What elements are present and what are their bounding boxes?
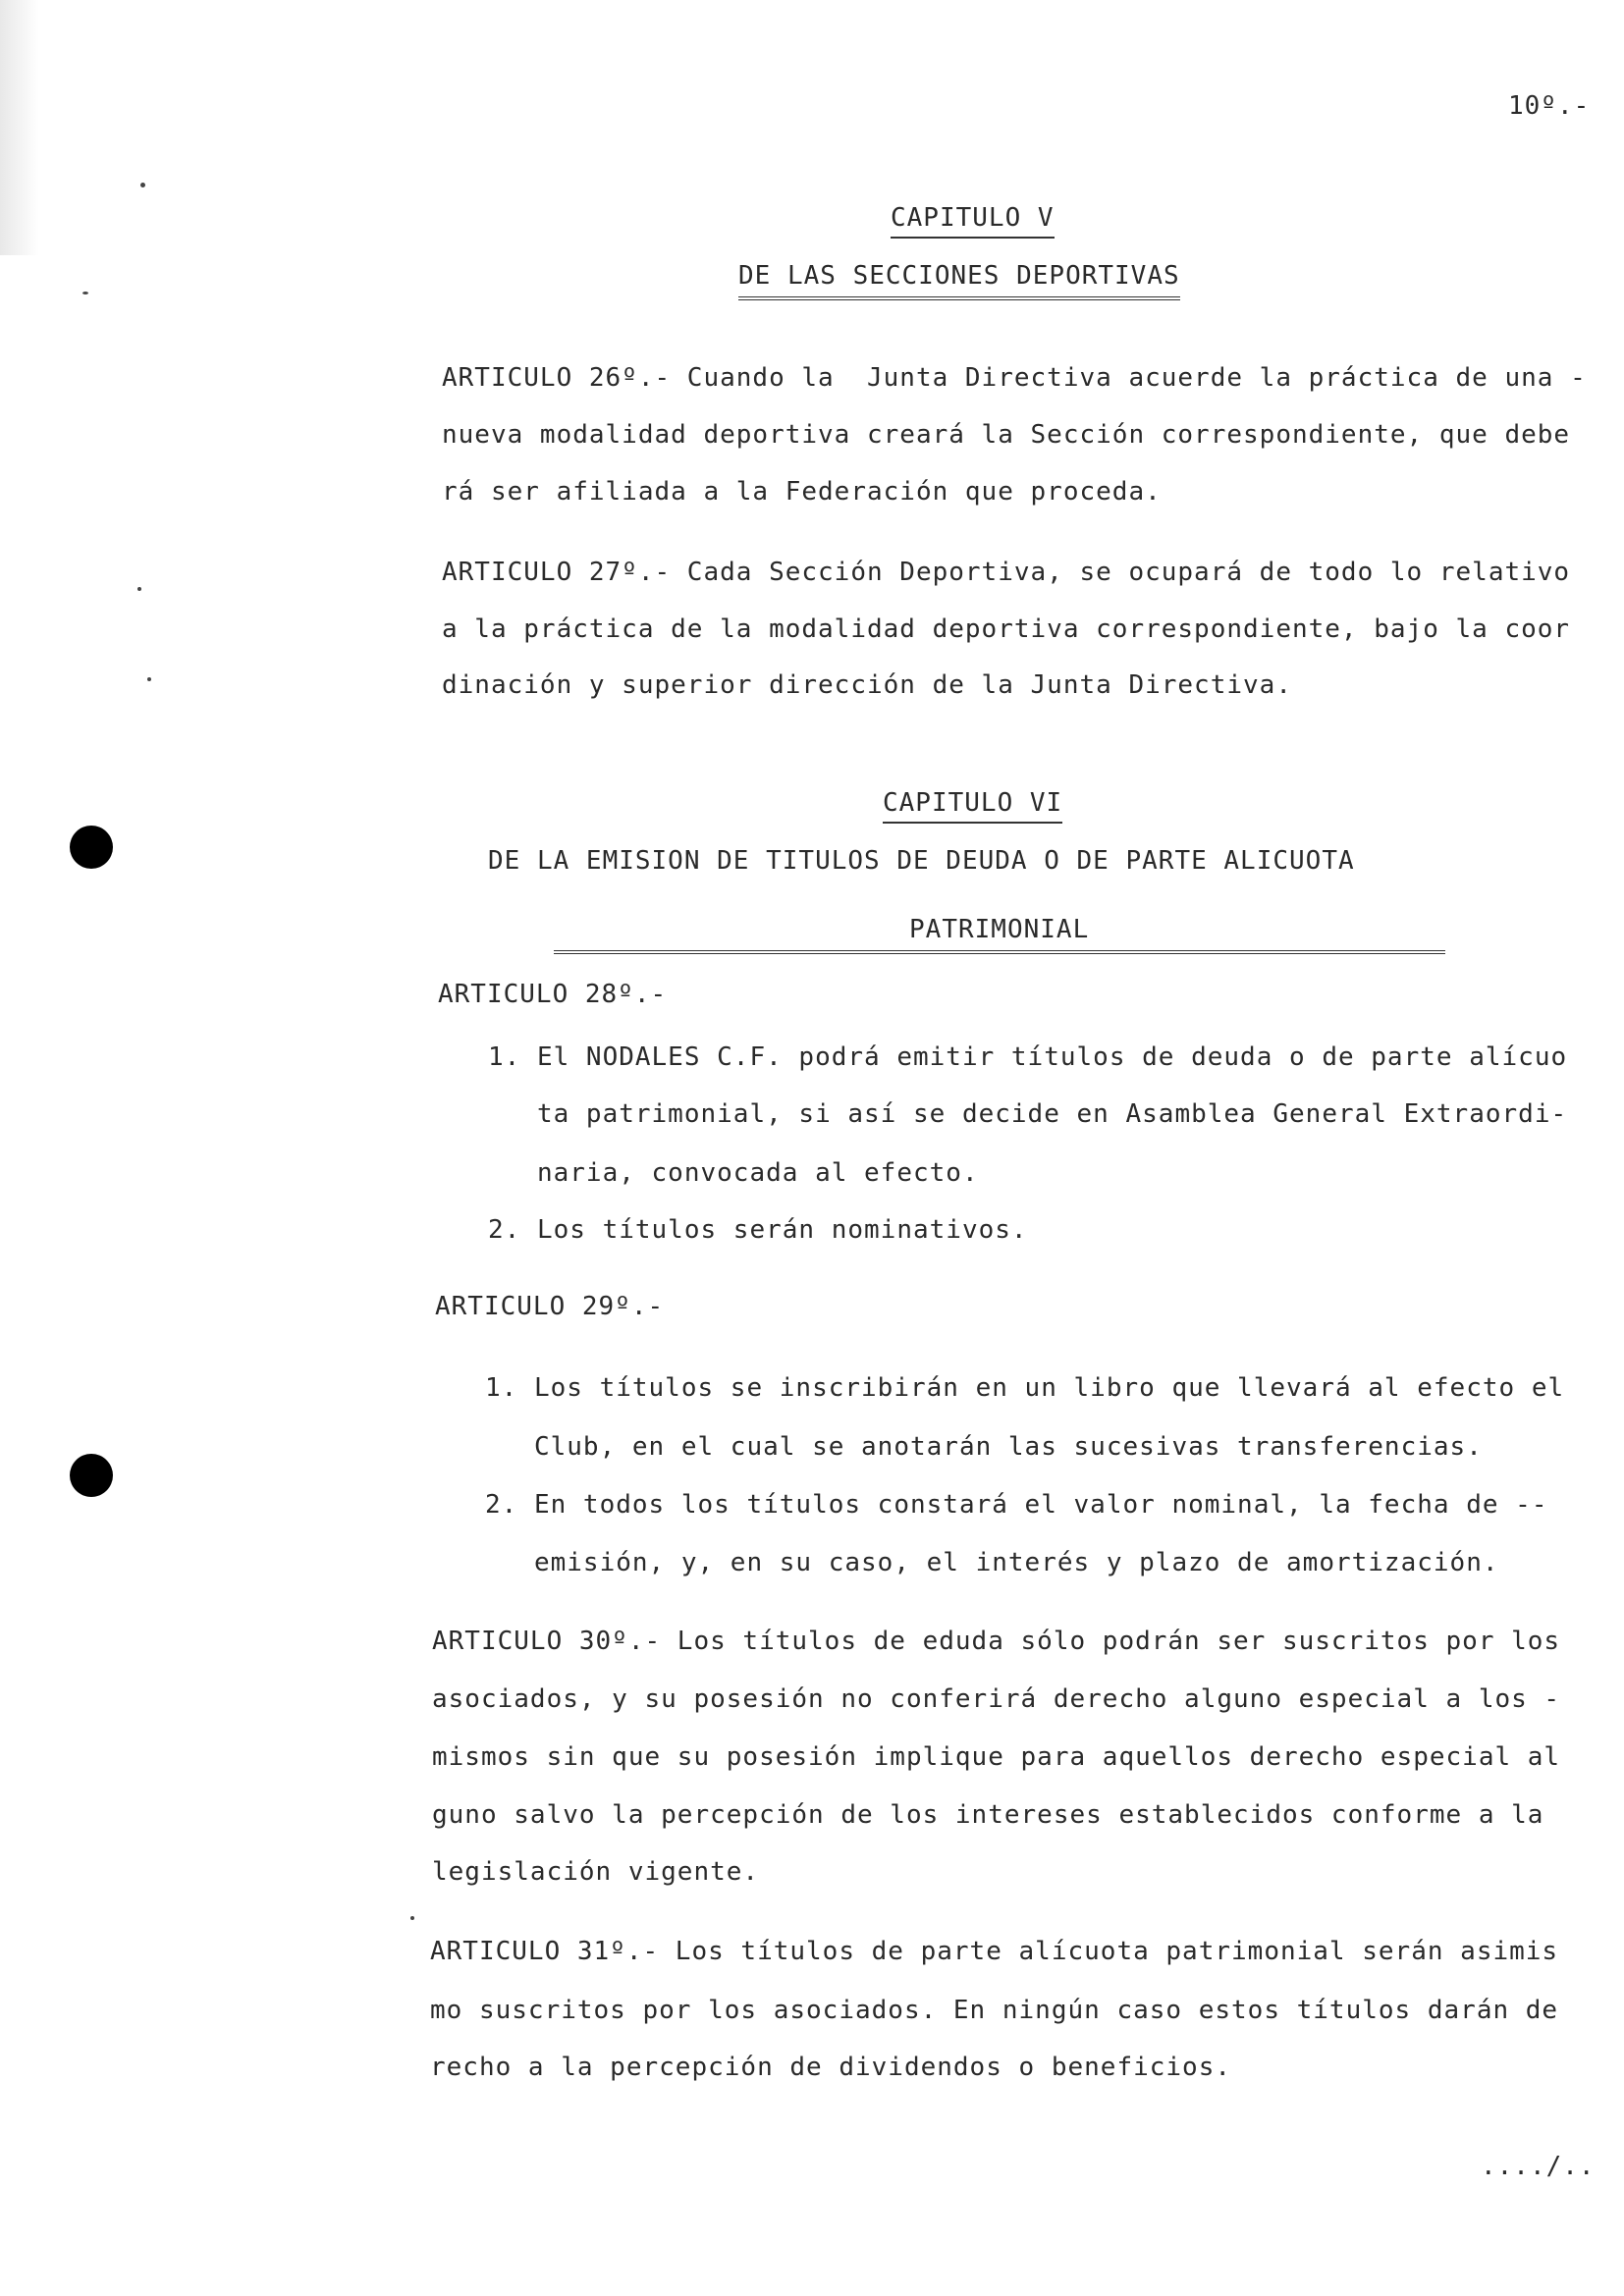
scan-speck — [137, 587, 141, 591]
scan-shadow — [0, 0, 39, 255]
chapter-6-subtitle-line2-text: PATRIMONIAL — [554, 915, 1445, 954]
chapter-6-title: CAPITULO VI — [883, 788, 1062, 824]
article-28-line: 2. Los títulos serán nominativos. — [488, 1215, 1028, 1245]
article-30-line: guno salvo la percepción de los intereses establecidos conforme a la — [432, 1800, 1544, 1830]
article-31-line: recho a la percepción de dividendos o beneficios. — [430, 2053, 1232, 2082]
article-27-line: ARTICULO 27º.- Cada Sección Deportiva, se ocupará de todo lo relativo — [442, 558, 1571, 587]
article-26-line: rá ser afiliada a la Federación que proceda. — [442, 477, 1162, 507]
article-28-heading: ARTICULO 28º.- — [438, 980, 668, 1009]
chapter-5-title: CAPITULO V — [891, 203, 1055, 239]
article-26-line: ARTICULO 26º.- Cuando la Junta Directiva acuerde la práctica de una - — [442, 363, 1587, 393]
article-29-line: emisión, y, en su caso, el interés y plazo de amortización. — [485, 1548, 1499, 1577]
article-29-line: 1. Los títulos se inscribirán en un libro que llevará al efecto el — [485, 1373, 1565, 1403]
article-28-line: 1. El NODALES C.F. podrá emitir títulos de deuda o de parte alícuo — [488, 1042, 1568, 1072]
article-27-line: a la práctica de la modalidad deportiva correspondiente, bajo la coor — [442, 614, 1571, 644]
punch-hole-bottom — [70, 1454, 113, 1497]
article-31-line: mo suscritos por los asociados. En ningún caso estos títulos darán de — [430, 1996, 1559, 2025]
punch-hole-top — [70, 826, 113, 869]
chapter-5-subtitle: DE LAS SECCIONES DEPORTIVAS — [738, 261, 1180, 300]
continuation-mark: ..../.. — [1481, 2152, 1596, 2181]
article-28-line: naria, convocada al efecto. — [488, 1158, 979, 1188]
article-28-line: ta patrimonial, si así se decide en Asamblea General Extraordi- — [488, 1099, 1568, 1129]
article-30-line: legislación vigente. — [432, 1857, 760, 1887]
article-30-line: mismos sin que su posesión implique para aquellos derecho especial al — [432, 1742, 1561, 1772]
article-29-heading: ARTICULO 29º.- — [435, 1292, 665, 1321]
page-number: 10º.- — [1508, 91, 1591, 121]
chapter-6-subtitle-line2 — [488, 885, 1380, 984]
article-31-line: ARTICULO 31º.- Los títulos de parte alícuota patrimonial serán asimis — [430, 1937, 1559, 1966]
scan-speck — [82, 292, 88, 294]
scan-speck — [147, 677, 151, 681]
article-27-line: dinación y superior dirección de la Junta Directiva. — [442, 670, 1292, 700]
article-26-line: nueva modalidad deportiva creará la Sección correspondiente, que debe — [442, 420, 1571, 450]
article-29-line: 2. En todos los títulos constará el valor nominal, la fecha de -- — [485, 1490, 1548, 1520]
article-30-line: asociados, y su posesión no conferirá derecho alguno especial a los - — [432, 1684, 1561, 1714]
scan-speck — [410, 1916, 414, 1920]
chapter-6-subtitle-line1: DE LA EMISION DE TITULOS DE DEUDA O DE PARTE ALICUOTA — [488, 846, 1355, 876]
scan-speck — [140, 183, 145, 187]
article-29-line: Club, en el cual se anotarán las sucesivas transferencias. — [485, 1432, 1483, 1462]
article-30-line: ARTICULO 30º.- Los títulos de eduda sólo podrán ser suscritos por los — [432, 1627, 1561, 1656]
